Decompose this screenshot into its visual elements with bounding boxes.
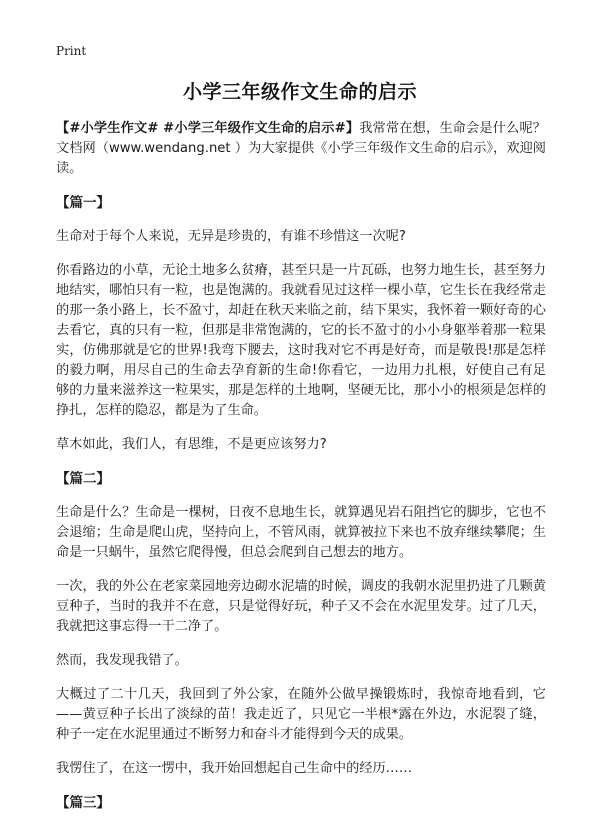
intro-tags: 【#小学生作文# #小学三年级作文生命的启示#】 bbox=[56, 121, 360, 136]
paragraph: 草木如此，我们人，有思维，不是更应该努力? bbox=[56, 437, 327, 452]
paragraph: 然而，我发现我错了。 bbox=[56, 653, 188, 668]
print-link[interactable]: Print bbox=[56, 44, 87, 58]
section-heading-2: 【篇二】 bbox=[56, 471, 110, 487]
intro-text: 我常常在想，生命会是什么呢？文档网（www.wendang.net ）为大家提供《小学三年级作文生命的启示》，欢迎阅读。 bbox=[56, 121, 546, 176]
paragraph: 我愣住了，在这一愣中，我开始回想起自己生命中的经历…… bbox=[56, 761, 413, 776]
paragraph: 大概过了二十几天，我回到了外公家，在随外公做早操锻炼时，我惊奇地看到，它——黄豆种子长出了淡绿的苗！我走近了，只见它一半根*露在外边，水泥裂了缝，种子一定在水泥里通过不断努力和奋斗才能得到今天的成果。 bbox=[56, 687, 546, 742]
article-body bbox=[56, 119, 546, 827]
paragraph: 一次，我的外公在老家菜园地旁边砌水泥墙的时候，调皮的我朝水泥里扔进了几颗黄豆种子，当时的我并不在意，只是觉得好玩，种子又不会在水泥里发芽。过了几天，我就把这事忘得一干二净了。 bbox=[56, 579, 546, 634]
section-heading-1: 【篇一】 bbox=[56, 195, 110, 211]
paragraph: 生命是什么？生命是一棵树，日夜不息地生长，就算遇见岩石阻挡它的脚步，它也不会退缩；生命是爬山虎，坚持向上，不管风雨，就算被拉下来也不放弃继续攀爬；生命是一只蜗牛，虽然它爬得慢，但总会爬到自己想去的地方。 bbox=[56, 505, 546, 560]
section-heading-3: 【篇三】 bbox=[56, 795, 110, 811]
intro-paragraph bbox=[56, 119, 546, 179]
paragraph: 你看路边的小草，无论土地多么贫瘠，甚至只是一片瓦砾，也努力地生长，甚至努力地结实，哪怕只有一粒，也是饱满的。我就看见过这样一棵小草，它生长在我经常走的那一条小路上，长不盈寸，却赶在秋天来临之前，结下果实，我怀着一颗好奇的心去看它，真的只有一粒，但那是非常饱满的，它的长不盈寸的小小身躯举着那一粒果实，仿佛那就是它的世界!我弯下腰去，这时我对它不再是好奇，而是敬畏!那是怎样的毅力啊，用尽自己的生命去孕育新的生命!你看它，一边用力扎根，好使自己有足够的力量来滋养这一粒果实，那是怎样的土地啊，坚硬无比，那小小的根须是怎样的挣扎，怎样的隐忍，都是为了生命。 bbox=[56, 263, 546, 418]
article-title: 小学三年级作文生命的启示 bbox=[182, 81, 417, 103]
paragraph: 生命对于每个人来说，无异是珍贵的，有谁不珍惜这一次呢? bbox=[56, 229, 406, 244]
